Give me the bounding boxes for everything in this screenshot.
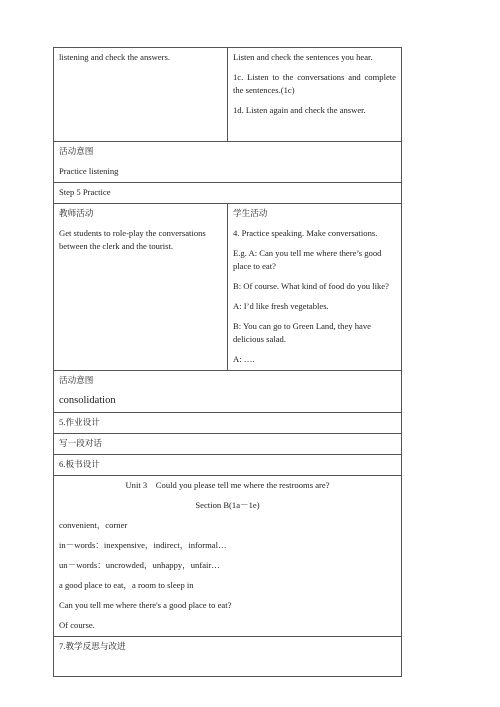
- intent2-text: consolidation: [59, 395, 116, 406]
- table-row: [54, 183, 402, 204]
- board-line: Of course.: [59, 620, 95, 630]
- board-line: in－words：inexpensive，indirect，informal…: [59, 540, 227, 550]
- intent1-cell: [54, 142, 402, 183]
- student-line: A: I’d like fresh vegetables.: [233, 301, 329, 311]
- student-activity-cell: [228, 204, 402, 371]
- intent2-cell: [54, 371, 402, 413]
- student-line: A: ….: [233, 354, 255, 364]
- homework-text: 写一段对话: [59, 438, 102, 448]
- board-line: convenient，corner: [59, 520, 128, 530]
- listening-left-cell: [54, 48, 228, 142]
- board-title: Unit 3 Could you please tell me where the restrooms are?: [125, 480, 330, 490]
- teacher-activity-text: Get students to role-play the conversations between the clerk and the tourist.: [59, 228, 206, 251]
- homework-label: 5.作业设计: [59, 417, 100, 427]
- board-line: Can you tell me where there's a good place to eat?: [59, 600, 232, 610]
- listening-right-cell: [228, 48, 402, 142]
- intent2-label: 活动意图: [59, 375, 94, 385]
- table-row: [54, 476, 402, 637]
- board-label-cell: [54, 455, 402, 476]
- intent1-label: 活动意图: [59, 146, 94, 156]
- step5-heading: Step 5 Practice: [59, 187, 111, 197]
- student-line: E.g. A: Can you tell me where there’s good place to eat?: [233, 248, 382, 271]
- step5-cell: [54, 183, 402, 204]
- teacher-activity-label: 教师活动: [59, 208, 94, 218]
- table-row: [54, 371, 402, 413]
- table-row: [54, 204, 402, 371]
- board-line: un－words：uncrowded，unhappy，unfair…: [59, 560, 220, 570]
- table-row: [54, 48, 402, 142]
- listening-line: 1d. Listen again and check the answer.: [233, 105, 366, 115]
- student-activity-label: 学生活动: [233, 208, 268, 218]
- board-section: Section B(1a－1e): [195, 500, 260, 510]
- table-row: [54, 455, 402, 476]
- teacher-activity-cell: [54, 204, 228, 371]
- student-line: B: You can go to Green Land, they have delicious salad.: [233, 321, 371, 344]
- board-label: 6.板书设计: [59, 459, 100, 469]
- board-content-cell: [54, 476, 402, 637]
- listening-left-text: listening and check the answers.: [59, 52, 170, 62]
- lesson-plan-table: [53, 47, 402, 677]
- board-line: a good place to eat，a room to sleep in: [59, 580, 194, 590]
- intent1-text: Practice listening: [59, 166, 119, 176]
- table-row: [54, 637, 402, 677]
- listening-line: 1c. Listen to the conversations and complete the sentences.(1c): [233, 72, 396, 95]
- homework-text-cell: [54, 434, 402, 455]
- student-line: B: Of course. What kind of food do you like?: [233, 281, 389, 291]
- student-line: 4. Practice speaking. Make conversations.: [233, 228, 378, 238]
- homework-label-cell: [54, 413, 402, 434]
- table-row: [54, 434, 402, 455]
- listening-line: Listen and check the sentences you hear.: [233, 52, 373, 62]
- reflection-cell: [54, 637, 402, 677]
- table-row: [54, 142, 402, 183]
- reflection-label: 7.教学反思与改进: [59, 641, 126, 651]
- table-row: [54, 413, 402, 434]
